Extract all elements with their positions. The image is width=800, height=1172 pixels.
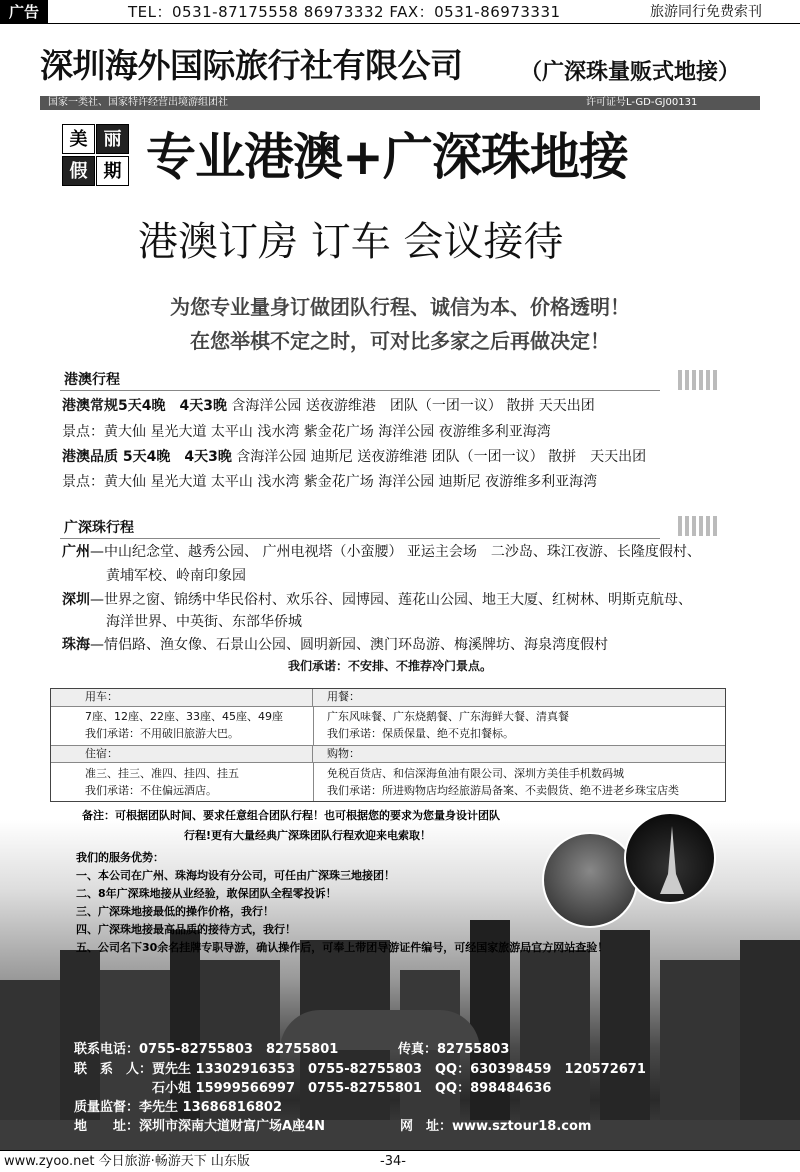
itinerary-line: 景点：黄大仙 星光大道 太平山 浅水湾 紫金花广场 海洋公园 迪斯尼 夜游维多利亚海湾 — [62, 474, 598, 490]
table-head-car: 用车： — [51, 689, 313, 707]
advantage-item: 五、公司名下30余名挂牌专职导游，确认操作后，可奉上带团导游证件编号，可经国家旅游局官方网站查验！ — [76, 941, 609, 954]
company-name: 深圳海外国际旅行社有限公司 — [40, 46, 463, 85]
advantage-item: 四、广深珠地接最高品质的接待方式，我行！ — [76, 923, 296, 936]
table-head-meal: 用餐： — [313, 689, 725, 707]
contact-fax: 传真：82755803 — [398, 1042, 510, 1057]
stripes-decoration — [678, 370, 720, 390]
advantage-item: 二、8年广深珠地接从业经验，敢保团队全程零投诉！ — [76, 887, 337, 900]
itinerary-line: 深圳—世界之窗、锦绣中华民俗村、欢乐谷、园博园、莲花山公园、地王大厦、红树林、明斯克航母、 — [62, 592, 692, 608]
section-title-hk: 港澳行程 — [64, 372, 120, 388]
table-cell: 准三、挂三、准四、挂四、挂五 — [85, 767, 239, 780]
contact-tel: 联系电话：0755-82755803 82755801 — [74, 1042, 339, 1057]
table-cell: 我们承诺：不用破旧旅游大巴。 — [85, 727, 239, 740]
beauty-holiday-badge — [62, 124, 132, 188]
table-divider — [313, 763, 314, 801]
note-line: 行程!更有大量经典广深珠团队行程欢迎来电索取！ — [184, 829, 432, 842]
itinerary-line: 港澳常规5天4晚 4天3晚 含海洋公园 送夜游维港 团队（一团一议） 散拼 天天出团 — [62, 398, 595, 414]
contact-person: 石小姐 15999566997 0755-82755801 QQ：898484636 — [152, 1081, 552, 1096]
table-cell: 我们承诺：所进购物店均经旅游局备案、不卖假货、绝不进老乡珠宝店类 — [327, 784, 679, 797]
itinerary-line: 景点：黄大仙 星光大道 太平山 浅水湾 紫金花广场 海洋公园 夜游维多利亚海湾 — [62, 424, 551, 440]
itinerary-line: 珠海—情侣路、渔女像、石景山公园、圆明新园、澳门环岛游、梅溪牌坊、海泉湾度假村 — [62, 637, 608, 653]
contact-person: 联 系 人：贾先生 13302916353 0755-82755803 QQ：630398459 120572671 — [74, 1062, 646, 1077]
table-divider — [313, 707, 314, 745]
service-info-table — [50, 688, 726, 802]
table-cell: 我们承诺：不住偏远酒店。 — [85, 784, 217, 797]
tower-icon — [626, 814, 716, 904]
statue-photo — [542, 832, 638, 928]
contact-quality: 质量监督：李先生 13686816802 — [74, 1100, 283, 1115]
table-cell: 广东风味餐、广东烧鹅餐、广东海鲜大餐、清真餐 — [327, 710, 569, 723]
badge-char: 丽 — [96, 124, 129, 154]
sub-headline: 港澳订房 订车 会议接待 — [138, 219, 564, 265]
main-headline: 专业港澳+广深珠地接 — [146, 128, 628, 186]
advantage-item: 三、广深珠地接最低的操作价格，我行！ — [76, 905, 274, 918]
advantages-title: 我们的服务优势： — [76, 851, 164, 864]
itinerary-line: 港澳品质 5天4晚 4天3晚 含海洋公园 迪斯尼 送夜游维港 团队（一团一议） 散拼 天天出团 — [62, 449, 647, 465]
divider — [60, 538, 660, 539]
page-number: -34- — [380, 1154, 406, 1169]
table-cell: 7座、12座、22座、33座、45座、49座 — [85, 710, 283, 723]
badge-char: 假 — [62, 156, 95, 186]
divider — [60, 390, 660, 391]
contact-website[interactable]: 网 址：www.sztour18.com — [400, 1119, 592, 1134]
ad-tag: 广告 — [0, 0, 48, 24]
note-line: 备注：可根据团队时间、要求任意组合团队行程！也可根据您的要求为您量身设计团队 — [82, 809, 500, 822]
promise-text: 我们承诺：不安排、不推荐冷门景点。 — [288, 659, 493, 673]
advantage-item: 一、本公司在广州、珠海均设有分公司，可任由广深珠三地接团！ — [76, 869, 395, 882]
contact-address: 地 址：深圳市深南大道财富广场A座4N — [74, 1119, 325, 1134]
table-head-shop: 购物： — [313, 745, 725, 763]
slogan: 在您举棋不定之时，可对比多家之后再做决定！ — [190, 329, 610, 353]
table-cell: 我们承诺：保质保量、绝不克扣餐标。 — [327, 727, 514, 740]
slogan: 为您专业量身订做团队行程、诚信为本、价格透明！ — [170, 295, 630, 319]
license-number: 许可证号L-GD-GJ00131 — [586, 97, 698, 108]
footer-text: www.zyoo.net 今日旅游·畅游天下 山东版 — [4, 1154, 250, 1169]
eiffel-tower-photo — [624, 812, 716, 904]
badge-char: 美 — [62, 124, 95, 154]
table-cell: 免税百货店、和信深海鱼油有限公司、深圳方美佳手机数码城 — [327, 767, 624, 780]
header-contact: TEL：0531-87175558 86973332 FAX：0531-86973331 — [128, 3, 561, 21]
badge-char: 期 — [96, 156, 129, 186]
itinerary-line: 黄埔军校、岭南印象园 — [106, 568, 246, 584]
table-head-hotel: 住宿： — [51, 745, 313, 763]
header-free-catalog: 旅游同行免费索刊 — [650, 4, 762, 20]
section-title-gz: 广深珠行程 — [64, 520, 134, 536]
itinerary-line: 海洋世界、中英街、东部华侨城 — [106, 614, 302, 630]
license-qualification: 国家一类社、国家特许经营出境游组团社 — [48, 97, 228, 108]
company-subtitle: （广深珠量贩式地接） — [520, 60, 741, 85]
stripes-decoration — [678, 516, 720, 536]
itinerary-line: 广州—中山纪念堂、越秀公园、 广州电视塔（小蛮腰） 亚运主会场 二沙岛、珠江夜游、长隆度假村、 — [62, 544, 701, 560]
